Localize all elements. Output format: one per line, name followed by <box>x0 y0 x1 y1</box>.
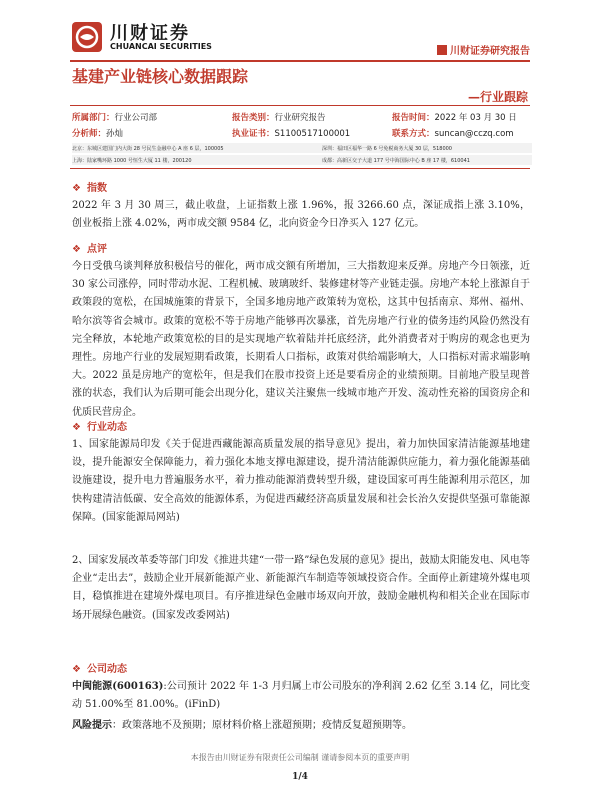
report-title: 基建产业链核心数据跟踪 <box>72 67 249 86</box>
company-name: 中闽能源(600163) <box>72 681 164 692</box>
brand-name-en: CHUANCAI SECURITIES <box>110 42 212 51</box>
header-rule <box>70 60 530 62</box>
section-index-title: ❖ 指数 <box>72 183 107 194</box>
risk-paragraph: 风险提示：政策落地不及预期；原材料价格上涨超预期；疫情反复超预期等。 <box>72 720 412 731</box>
industry-item-2: 2、国家发展改革委等部门印发《推进共建“一带一路”绿色发展的意见》提出，鼓励太阳能发电、风电等企业“走出去”，鼓励企业开展新能源产业、新能源汽车制造等领域投资合作。全面停止新建境外煤电项目，稳慎推进在建境外煤电项目。有序推进绿色金融市场双向开放，鼓励金融机构和相关企业在国际市场开展绿色融资。(国家发改委网站) <box>72 555 530 621</box>
address-row-2: 上海：陆家嘴环路 1000 号恒生大厦 11 楼，200120 成都：高新区交子大道 177 号中海国际中心 B 座 17 楼，610041 <box>72 155 532 165</box>
risk-label: 风险提示 <box>72 720 112 731</box>
diamond-icon: ❖ <box>72 244 81 255</box>
report-series: 川财证券研究报告 <box>437 42 530 57</box>
section-company-title: ❖ 公司动态 <box>72 664 127 675</box>
report-subtitle: —行业跟踪 <box>467 90 528 104</box>
meta-row-1: 所属部门：行业公司部 报告类别：行业研究报告 报告时间：2022 年 03 月 30 日 <box>72 113 517 123</box>
logo-icon <box>72 22 102 52</box>
brand-name-cn: 川财证券 <box>110 23 190 44</box>
address-rule <box>70 168 530 169</box>
company-paragraph: 中闽能源(600163):公司预计 2022 年 1-3 月归属上市公司股东的净利润 2.62 亿至 3.14 亿，同比变动 51.00%至 81.00%。(iFinD) <box>72 681 530 711</box>
diamond-icon: ❖ <box>72 664 81 675</box>
footer-disclaimer: 本报告由川财证券有限责任公司编制 谨请参阅本页的重要声明 <box>190 753 410 762</box>
diamond-icon: ❖ <box>72 183 81 194</box>
address-row-1: 北京：东城区建国门内大街 28 号民生金融中心 A 座 6 层，100005 深圳：福田区福华一路 6 号免税商务大厦 30 层，518000 <box>72 143 532 153</box>
title-rule <box>70 105 530 106</box>
industry-item-1: 1、国家能源局印发《关于促进西藏能源高质量发展的指导意见》提出，着力加快国家清洁能源基地建设，提升能源安全保障能力，着力强化本地支撑电源建设，提升清洁能源供应能力，着力强化能源基础设施建设，提升电力普遍服务水平，着力推动能源消费转型升级，建设国家可再生能源利用示范区，加快构建清洁低碳、安全高效的能源体系，为促进西藏经济高质量发展和社会长治久安提供坚强可靠能源保障。(国家能源局网站) <box>72 439 530 523</box>
comment-paragraph: 今日受俄乌谈判释放积极信号的催化，两市成交额有所增加，三大指数迎来反弹。房地产今日领涨，近 30 家公司涨停，同时带动水泥、工程机械、玻璃玻纤、装修建材等产业链走强。房地产本轮上涨源自于政策段的宽松，在国城施策的背景下，全国多地房地产政策转为宽松，这其中包括南京、郑州、福州、哈尔滨等省会城市。政策的宽松不等于房地产能够再次暴涨，首先房地产行业的债务违约风险仍然没有完全释放，本轮地产政策宽松的目的是实现地产软着陆并托底经济，此外消费者对于购房的观念也更为理性。房地产行业的发展短期看政策，长期看人口指标，政策对供给端影响大，人口指标对需求端影响大。2022 虽是房地产的宽松年，但是我们在股市投资上还是要看房企的业绩预期。目前地产股呈现普涨的状态，我们认为后期可能会出现分化，建议关注聚焦一线城市地产开发、流动性充裕的国资房企和优质民营房企。 <box>72 261 530 418</box>
diamond-icon: ❖ <box>72 422 81 433</box>
series-tag-icon <box>437 45 447 55</box>
meta-row-2: 分析师：孙灿 执业证书：S1100517100001 联系方式：suncan@cczq.com <box>72 129 514 139</box>
section-comment-title: ❖ 点评 <box>72 244 107 255</box>
section-industry-title: ❖ 行业动态 <box>72 422 127 433</box>
page-number: 1/4 <box>292 772 308 782</box>
index-paragraph: 2022 年 3 月 30 周三，截止收盘，上证指数上涨 1.96%，报 3266.60 点，深证成指上涨 3.10%，创业板指上涨 4.02%，两市成交额 9584 亿，北向资金今日净买入 127 亿元。 <box>72 200 530 230</box>
